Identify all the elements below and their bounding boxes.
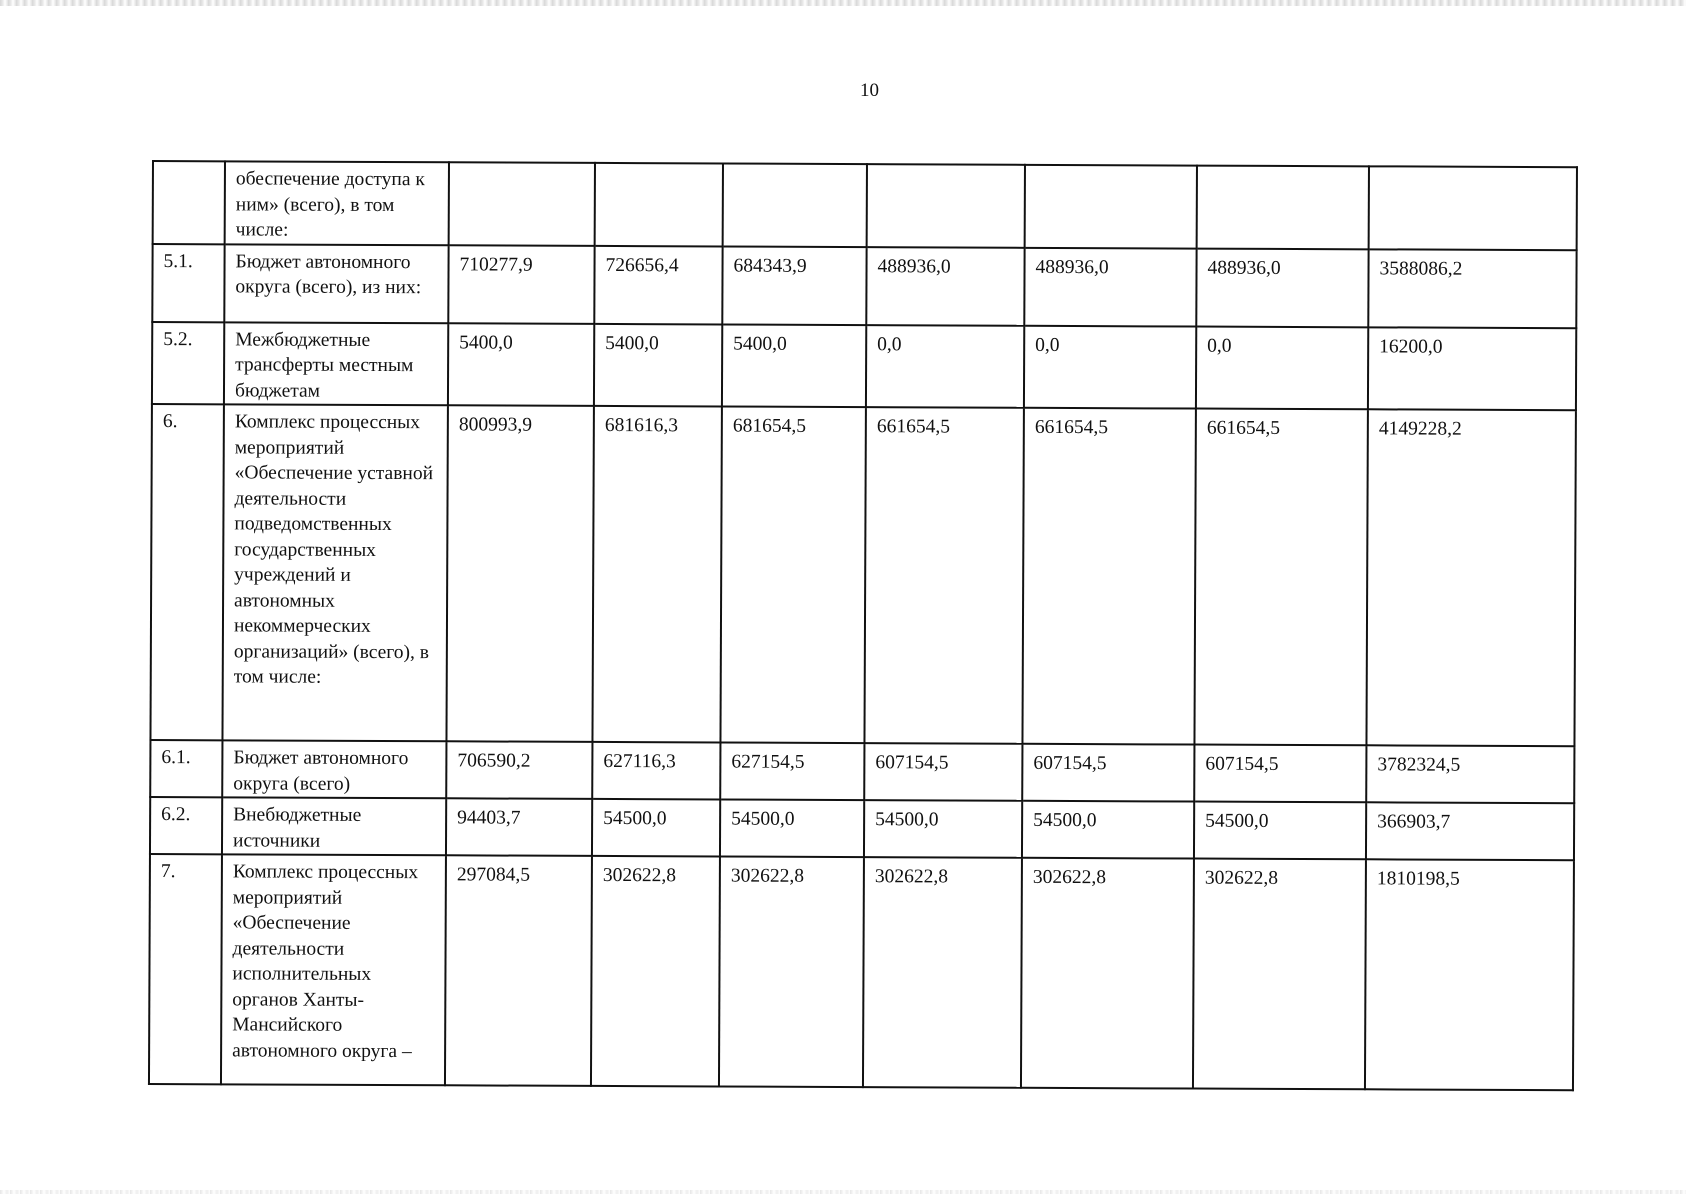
value-cell: 607154,5 xyxy=(1022,744,1194,802)
value-cell: 607154,5 xyxy=(864,743,1022,801)
table-row xyxy=(153,161,1577,250)
value-cell: 0,0 xyxy=(1024,325,1196,408)
scan-edge-top xyxy=(0,0,1686,6)
row-name-cell: Межбюджетные трансферты местным бюджетам xyxy=(224,322,448,405)
value-cell: 488936,0 xyxy=(866,247,1024,326)
value-cell: 54500,0 xyxy=(864,800,1022,858)
value-cell: 627116,3 xyxy=(592,742,720,800)
table-row xyxy=(150,740,1574,803)
page-number: 10 xyxy=(860,80,879,101)
row-name-cell: Бюджет автономного округа (всего) xyxy=(222,740,446,798)
table-row xyxy=(150,797,1574,860)
row-name-cell: Комплекс процессных мероприятий «Обеспечение деятельности исполнительных органов Ханты-Мансийского автономного округа – xyxy=(221,854,446,1085)
value-cell: 4149228,2 xyxy=(1366,409,1575,746)
row-name-cell: Бюджет автономного округа (всего), из них: xyxy=(224,244,448,323)
value-cell: 5400,0 xyxy=(448,323,594,406)
value-cell: 54500,0 xyxy=(720,799,864,857)
value-cell xyxy=(1025,165,1197,248)
value-cell: 627154,5 xyxy=(720,742,864,800)
value-cell: 681654,5 xyxy=(720,406,865,743)
row-name-cell: Внебюджетные источники xyxy=(222,797,446,855)
value-cell xyxy=(449,162,595,245)
row-name-cell: Комплекс процессных мероприятий «Обеспечение уставной деятельности подведомственных государственных учреждений и автономных некоммерческих организаций» (всего), в том числе: xyxy=(222,404,447,741)
table-row xyxy=(150,404,1575,746)
value-cell: 1810198,5 xyxy=(1365,859,1574,1090)
value-cell: 5400,0 xyxy=(722,324,866,407)
value-cell: 3782324,5 xyxy=(1366,745,1574,803)
budget-table xyxy=(148,160,1578,1091)
value-cell: 726656,4 xyxy=(594,245,722,324)
value-cell: 3588086,2 xyxy=(1368,249,1576,328)
value-cell: 302622,8 xyxy=(863,857,1022,1088)
row-number-cell: 6. xyxy=(150,404,223,740)
value-cell xyxy=(867,164,1025,247)
scan-edge-bottom xyxy=(0,1190,1686,1194)
value-cell: 54500,0 xyxy=(1022,801,1194,859)
value-cell: 0,0 xyxy=(1196,326,1368,409)
table-row xyxy=(152,244,1576,328)
value-cell: 607154,5 xyxy=(1194,745,1366,803)
value-cell: 800993,9 xyxy=(446,405,593,742)
table-row xyxy=(152,322,1576,411)
value-cell xyxy=(723,163,867,246)
row-number-cell: 5.1. xyxy=(152,244,224,322)
value-cell: 302622,8 xyxy=(719,856,864,1087)
value-cell: 302622,8 xyxy=(1193,859,1366,1090)
value-cell: 54500,0 xyxy=(1194,802,1366,860)
row-number-cell: 6.2. xyxy=(150,797,222,854)
value-cell: 0,0 xyxy=(866,325,1024,408)
value-cell: 54500,0 xyxy=(592,799,720,857)
budget-table-container xyxy=(148,160,1576,1091)
row-number-cell: 6.1. xyxy=(150,740,222,797)
value-cell: 94403,7 xyxy=(446,798,592,856)
row-number-cell xyxy=(153,161,225,244)
value-cell: 302622,8 xyxy=(1021,858,1194,1089)
value-cell: 684343,9 xyxy=(722,246,866,325)
value-cell: 5400,0 xyxy=(594,323,722,406)
value-cell xyxy=(1369,166,1577,249)
value-cell: 661654,5 xyxy=(864,407,1023,744)
value-cell: 488936,0 xyxy=(1024,247,1196,326)
value-cell xyxy=(1197,166,1369,249)
table-row xyxy=(149,854,1574,1090)
value-cell: 366903,7 xyxy=(1366,802,1574,860)
value-cell: 297084,5 xyxy=(445,855,592,1086)
value-cell xyxy=(595,163,723,246)
value-cell: 488936,0 xyxy=(1196,248,1368,327)
row-number-cell: 7. xyxy=(149,854,222,1084)
row-number-cell: 5.2. xyxy=(152,322,224,405)
value-cell: 302622,8 xyxy=(591,856,720,1087)
row-name-cell: обеспечение доступа к ним» (всего), в том числе: xyxy=(225,161,449,244)
value-cell: 706590,2 xyxy=(446,741,592,799)
value-cell: 661654,5 xyxy=(1194,409,1367,746)
value-cell: 16200,0 xyxy=(1368,327,1576,410)
value-cell: 710277,9 xyxy=(448,245,594,324)
value-cell: 661654,5 xyxy=(1022,408,1195,745)
value-cell: 681616,3 xyxy=(592,406,721,743)
